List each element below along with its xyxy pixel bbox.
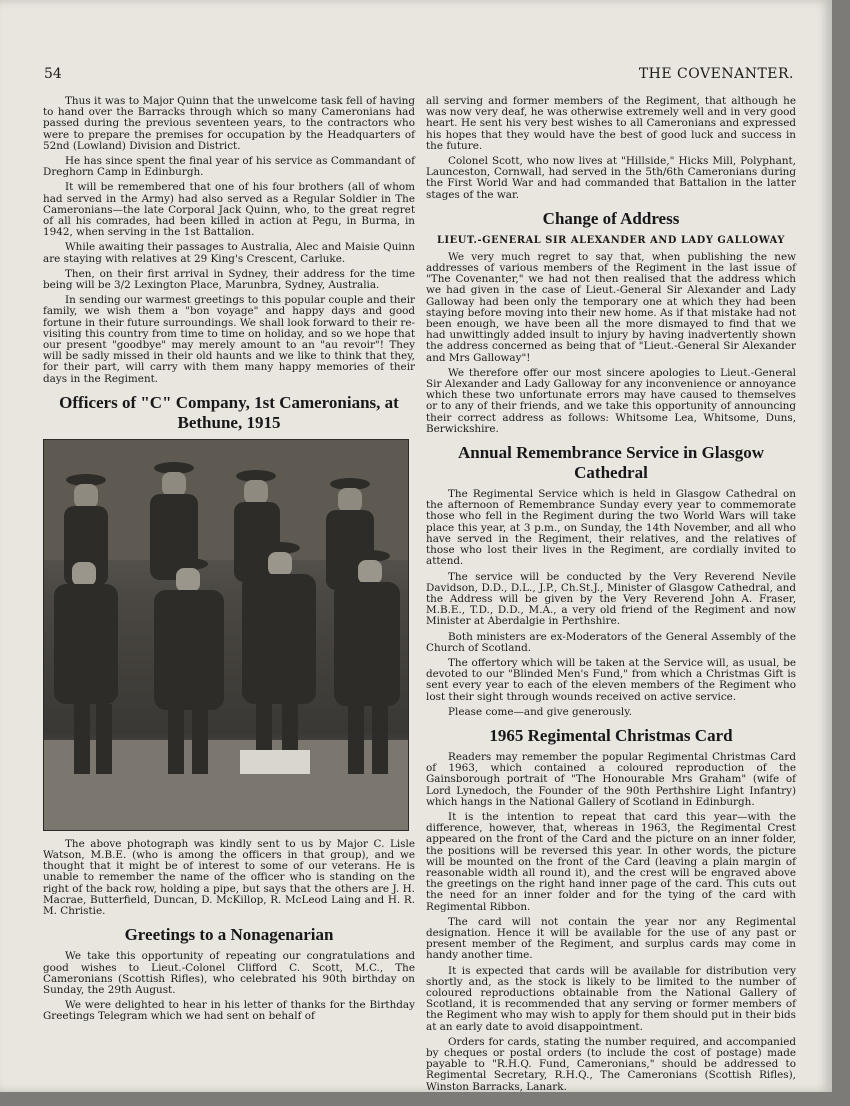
- officers-photo-illustration: [44, 440, 408, 830]
- paragraph: We were delighted to hear in his letter of thanks for the Birthday Greetings Telegram which we had sent on behalf of: [43, 999, 415, 1023]
- paragraph: We very much regret to say that, when publishing the new addresses of various members of the Regiment in the last issue of "The Covenanter," we had not then realised that the address which we had given in the case of Lieut.-General Sir Alexander and Lady Galloway had been only the temporary one at which they had been staying before moving into their new home. As if that mistake had not been enough, we have been all the more dismayed to find that we had unwittingly added insult to injury by having inadvertently shown the address concerned as being that of "Lieut.-General Sir Alexander and Mrs Galloway"!: [426, 250, 796, 364]
- paragraph: It will be remembered that one of his four brothers (all of whom had served in the Army) had also served as a Regular Soldier in The Cameronians—the late Corporal Jack Quinn, who, to the great regret of all his comrades, had been killed in action at Pegu, in Burma, in 1942, when serving in the 1st Battalion.: [43, 181, 415, 239]
- paragraph: The Regimental Service which is held in Glasgow Cathedral on the afternoon of Remembrance Sunday every year to commemorate those who fell in the Regiment during the two World Wars will take place this year, at 3 p.m., on Sunday, the 14th November, and all who have served in the Regiment, their relatives, and the relatives of those who lost their lives in the Regiment, are cordially invited to attend.: [426, 488, 796, 568]
- remembrance-heading: Annual Remembrance Service in Glasgow Cathedral: [458, 443, 764, 483]
- paragraph: all serving and former members of the Regiment, that although he was now very deaf, he was otherwise extremely well and in very good heart. He sent his very best wishes to all Cameronians and expressed his hopes that they would have the best of good luck and success in the future.: [426, 95, 796, 152]
- paragraph: Orders for cards, stating the number required, and accompanied by cheques or postal orders (to include the cost of postage) made payable to "R.H.Q. Fund, Cameronians," should be addressed to Regimental Secretary, R.H.Q., The Cameronians (Scottish Rifles), Winston Barracks, Lanark.: [426, 1035, 796, 1093]
- paragraph: Readers may remember the popular Regimental Christmas Card of 1963, which contained a coloured reproduction of the Gainsborough portrait of "The Honourable Mrs Graham" (wife of Lord Lynedoch, the Founder of the 90th Perthshire Light Infantry) which hangs in the National Gallery of Scotland in Edinburgh.: [426, 750, 796, 808]
- greetings-heading: Greetings to a Nonagenarian: [124, 925, 334, 945]
- paragraph: It is the intention to repeat that card this year—with the difference, however, that, whereas in 1963, the Regimental Crest appeared on the front of the Card and the picture on an inner folder, the positions will be reversed this year. In other words, the picture will be mounted on the front of the Card (leaving a plain margin of reasonable width all round it), and the crest will be engraved above the greetings on the right hand inner page of the card. This cuts out the need for an inner folder and for the tying of the card with Regimental Ribbon.: [426, 810, 796, 913]
- paragraph: It is expected that cards will be available for distribution very shortly and, as the stock is likely to be limited to the number of coloured reproductions obtainable from the National Gallery of Scotland, it is recommended that any serving or former members of the Regiment who may wish to apply for them should put in their bids at an early date to avoid disappointment.: [426, 964, 796, 1033]
- photo-caption: The above photograph was kindly sent to us by Major C. Lisle Watson, M.B.E. (who is among the officers in that group), and we thought that it might be of interest to some of our veterans. He is unable to remember the name of the officer who is standing on the right of the back row, holding a pipe, but says that the others are J. H. Macrae, Butterfield, Duncan, D. McKillop, R. McLeod Laing and H. R. M. Christie.: [43, 837, 415, 918]
- paragraph: Thus it was to Major Quinn that the unwelcome task fell of having to hand over the Barracks through which so many Cameronians had passed during the previous seventeen years, to the contractors who were to prepare the premises for occupation by the Headquarters of 52nd (Lowland) Division and District.: [43, 95, 415, 152]
- running-head: THE COVENANTER.: [638, 66, 794, 82]
- officers-group-photo: [43, 439, 409, 831]
- paragraph: Colonel Scott, who now lives at "Hillside," Hicks Mill, Polyphant, Launceston, Cornwall, had served in the 5th/6th Cameronians during the First World War and had commanded that Battalion in the latter stages of the war.: [426, 155, 796, 201]
- change-of-address-subheading: LIEUT.-GENERAL SIR ALEXANDER AND LADY GALLOWAY: [437, 234, 785, 246]
- paragraph: In sending our warmest greetings to this popular couple and their family, we wish them a "bon voyage" and happy days and good fortune in their future surroundings. We shall look forward to their re-visiting this country from time to time on holiday, and so we hope that our present "goodbye" may merely amount to an "au revoir"! They will be sadly missed in their old haunts and we like to think that they, for their part, will carry with them many happy memories of their days in the Regiment.: [43, 294, 415, 385]
- christmas-card-heading: 1965 Regimental Christmas Card: [489, 725, 733, 745]
- paragraph: Please come—and give generously.: [448, 705, 633, 718]
- paragraph: The offertory which will be taken at the Service will, as usual, be devoted to our "Blinded Men's Fund," from which a Christmas Gift is sent every year to each of the eleven members of the Regiment who lost their sight through wounds received on active service.: [426, 656, 796, 703]
- page-number: 54: [44, 66, 62, 82]
- page-header: [44, 66, 794, 84]
- paragraph: The card will not contain the year nor any Regimental designation. Hence it will be available for the use of any past or present member of the Regiment, and surplus cards may come in handy another time.: [426, 915, 796, 962]
- paragraph: While awaiting their passages to Australia, Alec and Maisie Quinn are staying with relatives at 29 King's Crescent, Carluke.: [43, 241, 415, 265]
- paragraph: Both ministers are ex-Moderators of the General Assembly of the Church of Scotland.: [426, 630, 796, 654]
- change-of-address-heading: Change of Address: [542, 208, 680, 228]
- paragraph: We therefore offer our most sincere apologies to Lieut.-General Sir Alexander and Lady Galloway for any inconvenience or annoyance which these two unfortunate errors may have caused to themselves or to any of their friends, and we take this opportunity of announcing their correct address as follows: Whitsome Lea, Whitsome, Duns, Berwickshire.: [426, 366, 796, 435]
- right-column: [426, 96, 796, 1097]
- paragraph: He has since spent the final year of his service as Commandant of Dreghorn Camp in Edinburgh.: [43, 155, 415, 179]
- officers-heading: Officers of "C" Company, 1st Cameronians, at Bethune, 1915: [59, 392, 399, 432]
- left-column: [43, 96, 415, 1027]
- paragraph: We take this opportunity of repeating our congratulations and good wishes to Lieut.-Colonel Clifford C. Scott, M.C., The Cameronians (Scottish Rifles), who celebrated his 90th birthday on Sunday, the 29th August.: [43, 950, 415, 996]
- paragraph: Then, on their first arrival in Sydney, their address for the time being will be 3/2 Lexington Place, Marunbra, Sydney, Australia.: [43, 267, 415, 292]
- paragraph: The service will be conducted by the Very Reverend Nevile Davidson, D.D., D.L., J.P., Ch.St.J., Minister of Glasgow Cathedral, and the Address will be given by the Very Reverend John A. Fraser, M.B.E., T.D., D.D., M.A., a very old friend of the Regiment and now Minister at Aberdalgie in Perthshire.: [426, 570, 796, 628]
